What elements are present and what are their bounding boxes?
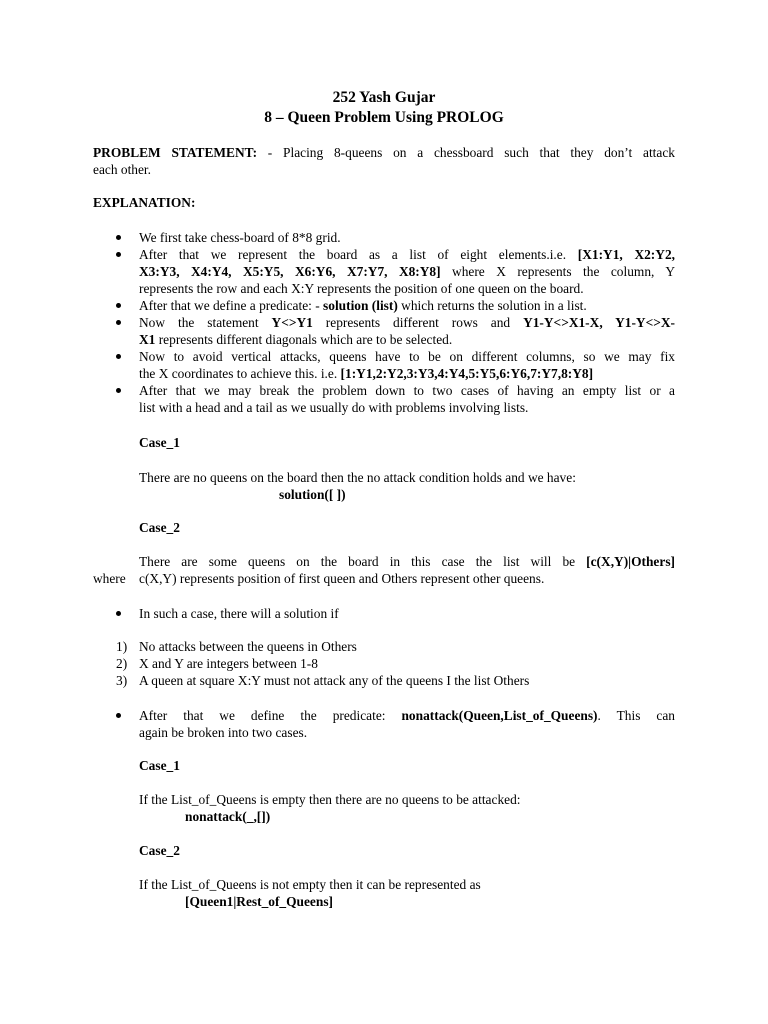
- case1-code: solution([ ]): [279, 487, 346, 502]
- bullet-2-line1: After that we represent the board as a list of eight elements.i.e. [X1:Y1, X2:Y2,: [139, 247, 675, 262]
- explanation-heading: EXPLANATION:: [93, 195, 196, 210]
- bullet-6-line2: list with a head and a tail as we usually do with problems involving lists.: [139, 400, 529, 415]
- bullet-icon: [116, 611, 121, 616]
- numbered-item-1-text: No attacks between the queens in Others: [139, 639, 357, 654]
- bullet-icon: [116, 303, 121, 308]
- bullet-icon: [116, 713, 121, 718]
- nonattack-line1: After that we define the predicate: nonattack(Queen,List_of_Queens). This can: [139, 708, 675, 723]
- case2b-text: If the List_of_Queens is not empty then it can be represented as: [139, 877, 481, 892]
- nonattack-line2: again be broken into two cases.: [139, 725, 308, 740]
- bullet-1: We first take chess-board of 8*8 grid.: [139, 230, 341, 245]
- case2-where: where: [93, 571, 126, 586]
- problem-statement-line2: each other.: [93, 162, 151, 177]
- bullet-2-line3: represents the row and each X:Y represents the position of one queen on the board.: [139, 281, 584, 296]
- bullet-5-line2: the X coordinates to achieve this. i.e. [1:Y1,2:Y2,3:Y3,4:Y4,5:Y5,6:Y6,7:Y7,8:Y8]: [139, 366, 594, 381]
- bullet-3: After that we define a predicate: - solution (list) which returns the solution in a list.: [139, 298, 587, 313]
- case2-line1: There are some queens on the board in this case the list will be [c(X,Y)|Others]: [139, 554, 675, 569]
- case1b-code: nonattack(_,[]): [185, 809, 271, 824]
- case2b-code: [Queen1|Rest_of_Queens]: [185, 894, 333, 909]
- numbered-item-1-number: 1): [116, 639, 128, 654]
- numbered-item-2-text: X and Y are integers between 1-8: [139, 656, 318, 671]
- document-title-line1: 252 Yash Gujar: [332, 89, 436, 106]
- problem-statement-label: PROBLEM STATEMENT:: [93, 145, 258, 160]
- case2-heading: Case_2: [139, 520, 180, 535]
- bullet-6-line1: After that we may break the problem down to two cases of having an empty list or a: [139, 383, 675, 398]
- case2b-heading: Case_2: [139, 843, 180, 858]
- numbered-item-2-number: 2): [116, 656, 128, 671]
- bullet-icon: [116, 354, 121, 359]
- bullet-icon: [116, 235, 121, 240]
- solution-bullet: In such a case, there will a solution if: [139, 606, 339, 621]
- problem-statement-line1: PROBLEM STATEMENT: - Placing 8-queens on a chessboard such that they don’t attack: [93, 145, 675, 160]
- bullet-4-line2: X1 represents different diagonals which are to be selected.: [139, 332, 453, 347]
- numbered-item-3-text: A queen at square X:Y must not attack any of the queens I the list Others: [139, 673, 530, 688]
- bullet-icon: [116, 388, 121, 393]
- document-title-line2: 8 – Queen Problem Using PROLOG: [264, 109, 504, 126]
- bullet-icon: [116, 320, 121, 325]
- case1-heading: Case_1: [139, 435, 180, 450]
- numbered-item-3-number: 3): [116, 673, 128, 688]
- case1-text: There are no queens on the board then the no attack condition holds and we have:: [139, 470, 576, 485]
- bullet-2-line2: X3:Y3, X4:Y4, X5:Y5, X6:Y6, X7:Y7, X8:Y8] where X represents the column, Y: [139, 264, 676, 279]
- bullet-5-line1: Now to avoid vertical attacks, queens have to be on different columns, so we may fix: [139, 349, 675, 364]
- bullet-4-line1: Now the statement Y<>Y1 represents different rows and Y1-Y<>X1-X, Y1-Y<>X-: [139, 315, 675, 330]
- case1b-heading: Case_1: [139, 758, 180, 773]
- case1b-text: If the List_of_Queens is empty then there are no queens to be attacked:: [139, 792, 521, 807]
- bullet-icon: [116, 252, 121, 257]
- case2-line2: c(X,Y) represents position of first queen and Others represent other queens.: [139, 571, 545, 586]
